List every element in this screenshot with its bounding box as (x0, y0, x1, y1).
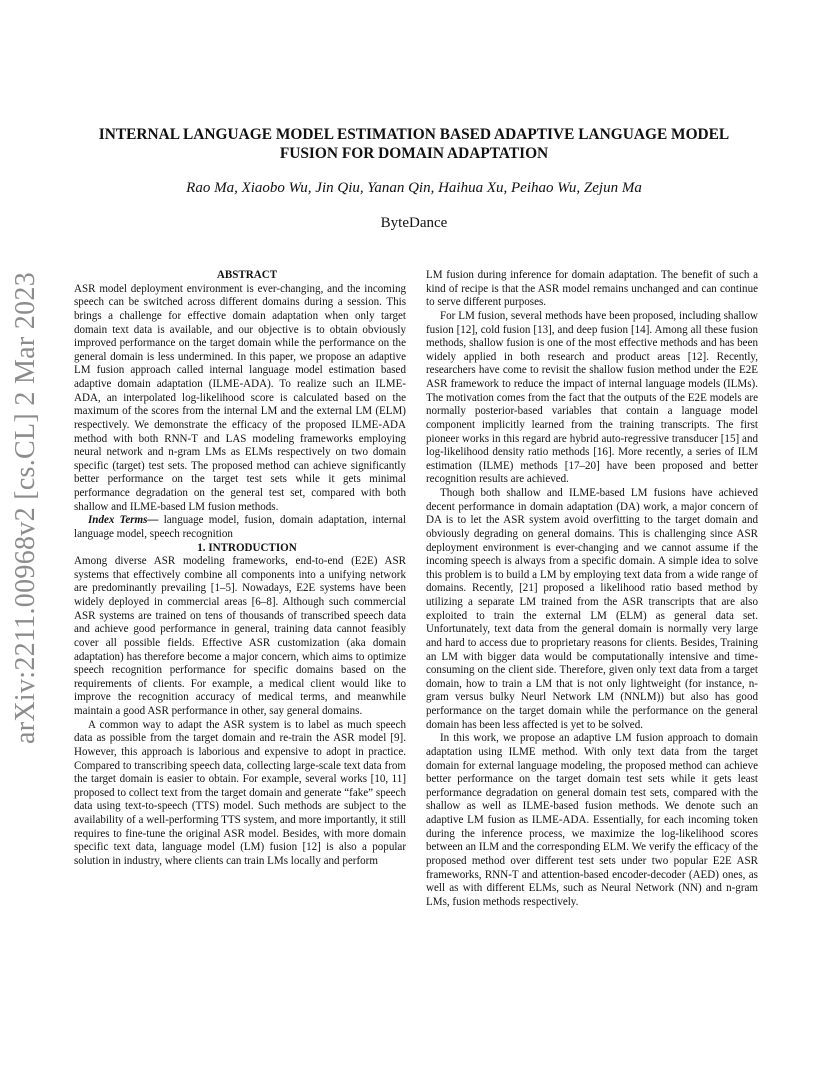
intro-paragraph-3: LM fusion during inference for domain adaptation. The benefit of such a kind of recipe is that the ASR model remains unchanged and can continue to serve different purposes. (426, 269, 758, 309)
intro-paragraph-1: Among diverse ASR modeling frameworks, end-to-end (E2E) ASR systems that effectively combine all components into a unifying network are predominantly prevailing [1–5]. Nowadays, E2E systems have been widely deployed in commercial areas [6–8]. Although such commercial ASR systems are trained on tens of thousands of transcribed speech data and achieve good performance in general, training data cannot feasibly cover all possible fields. Effective ASR customization (aka domain adaptation) has therefore become a major concern, which aims to optimize speech recognition performance for specific domains based on the requirements of clients. For example, a medical client would like to improve the recognition accuracy of medical terms, and meanwhile maintain a good ASR performance in other, say general domains. (74, 555, 406, 717)
arxiv-identifier-text: arXiv:2211.00968v2 [cs.CL] 2 Mar 2023 (10, 272, 41, 744)
arxiv-identifier-stamp (4, 258, 48, 758)
introduction-heading: 1. INTRODUCTION (197, 541, 297, 554)
affiliation: ByteDance (380, 215, 448, 231)
index-terms-label: Index Terms— (88, 514, 159, 527)
author-list: Rao Ma, Xiaobo Wu, Jin Qiu, Yanan Qin, Haihua Xu, Peihao Wu, Zejun Ma (186, 180, 642, 196)
abstract-heading: ABSTRACT (216, 269, 278, 281)
index-terms (74, 514, 406, 541)
intro-paragraph-5: Though both shallow and ILME-based LM fusions have achieved decent performance in domain adaptation (DA) work, a major concern of DA is to let the ASR system avoid overfitting to the target domain and obviously degrading on general domains. This is challenging since ASR deployment environment is ever-changing and we cannot assume if the incoming speech is always from a specific domain. A simple idea to solve this problem is to build a LM by employing text data from a wide range of domains. Recently, [21] proposed a likelihood ratio based method by utilizing a separate LM trained from the ASR transcripts that are also exploited to train the external LM (ELM) as general data set. Unfortunately, text data from the general domain is normally very large and hard to access due to proprietary reasons for clients. Besides, Training an LM with bigger data would be computationally intensive and time-consuming on the client side. Therefore, given only text data from a target domain, how to train a LM that is not only lightweight (for instance, n-gram versus bulky Neurl Network LM (NNLM)) but also has good performance on the target domain while the performance on the general domain has been less affected is yet to be solved. (426, 487, 758, 731)
index-terms-text: language model, fusion, domain adaptation, internal language model, speech recognition (74, 514, 407, 540)
right-column (426, 269, 758, 909)
intro-paragraph-6: In this work, we propose an adaptive LM fusion approach to domain adaptation using ILME method. With only text data from the target domain for external language modeling, the proposed method can achieve better performance on the target domain test sets while it gets least performance degradation on general domain test sets, compared with the shallow as well as ILME-based fusion methods. We denote such an adaptive LM fusion as ILME-ADA. Essentially, for each incoming token during the inference process, we maximize the log-likelihood scores between an ILM and the corresponding ELM. We verify the efficacy of the proposed method over different test sets under two popular E2E ASR frameworks, RNN-T and attention-based encoder-decoder (AED) ones, as well as with different ELMs, such as Neural Network (NN) and n-gram LMs, fusion methods respectively. (426, 732, 758, 908)
intro-paragraph-4: For LM fusion, several methods have been proposed, including shallow fusion [12], cold fusion [13], and deep fusion [14]. Among all these fusion methods, shallow fusion is one of the most effective methods and has been widely applied in both research and product areas [12]. Recently, researchers have come to revisit the shallow fusion method under the E2E ASR framework to reduce the impact of internal language models (ILMs). The motivation comes from the fact that the outputs of the E2E models are normally posterior-based variables that contain a language model component implicitly learned from the training transcripts. The first pioneer works in this regard are hybrid auto-regressive transducer [15] and log-likelihood density ratio methods [16]. More recently, a series of ILM estimation (ILME) methods [17–20] have been proposed and better recognition results are achieved. (426, 309, 758, 486)
intro-paragraph-2: A common way to adapt the ASR system is to label as much speech data as possible from the target domain and re-train the ASR model [9]. However, this approach is laborious and expensive to adopt in practice. Compared to transcribing speech data, collecting large-scale text data from the target domain is easier to obtain. For example, several works [10, 11] proposed to collect text from the target domain and generate “fake” speech data using text-to-speech (TTS) model. Such methods are subject to the availability of a well-performing TTS system, and more importantly, it still requires to fine-tune the original ASR model. Besides, with more domain specific text data, language model (LM) fusion [12] is also a popular solution in industry, where clients can train LMs locally and perform (74, 718, 406, 867)
left-column (74, 269, 406, 869)
paper-title: INTERNAL LANGUAGE MODEL ESTIMATION BASED ADAPTIVE LANGUAGE MODEL FUSION FOR DOMAIN ADAPTATION (98, 126, 730, 162)
abstract-text: ASR model deployment environment is ever-changing, and the incoming speech can be switched across different domains during a session. This brings a challenge for effective domain adaptation when only target domain text data is available, and our objective is to obtain obviously improved performance on the target domain while the performance on the general domain is less undermined. In this paper, we propose an adaptive LM fusion approach called internal language model estimation based adaptive domain adaptation (ILME-ADA). To realize such an ILME-ADA, an interpolated log-likelihood score is calculated based on the maximum of the scores from the internal LM and the external LM (ELM) respectively. We demonstrate the efficacy of the proposed ILME-ADA method with both RNN-T and LAS modeling frameworks employing neural network and n-gram LMs as ELMs respectively on two domain specific (target) test sets. The proposed method can achieve significantly better performance on the target test sets while it gets minimal performance degradation on the general test set, compared with both shallow and ILME-based LM fusion methods. (74, 282, 406, 513)
